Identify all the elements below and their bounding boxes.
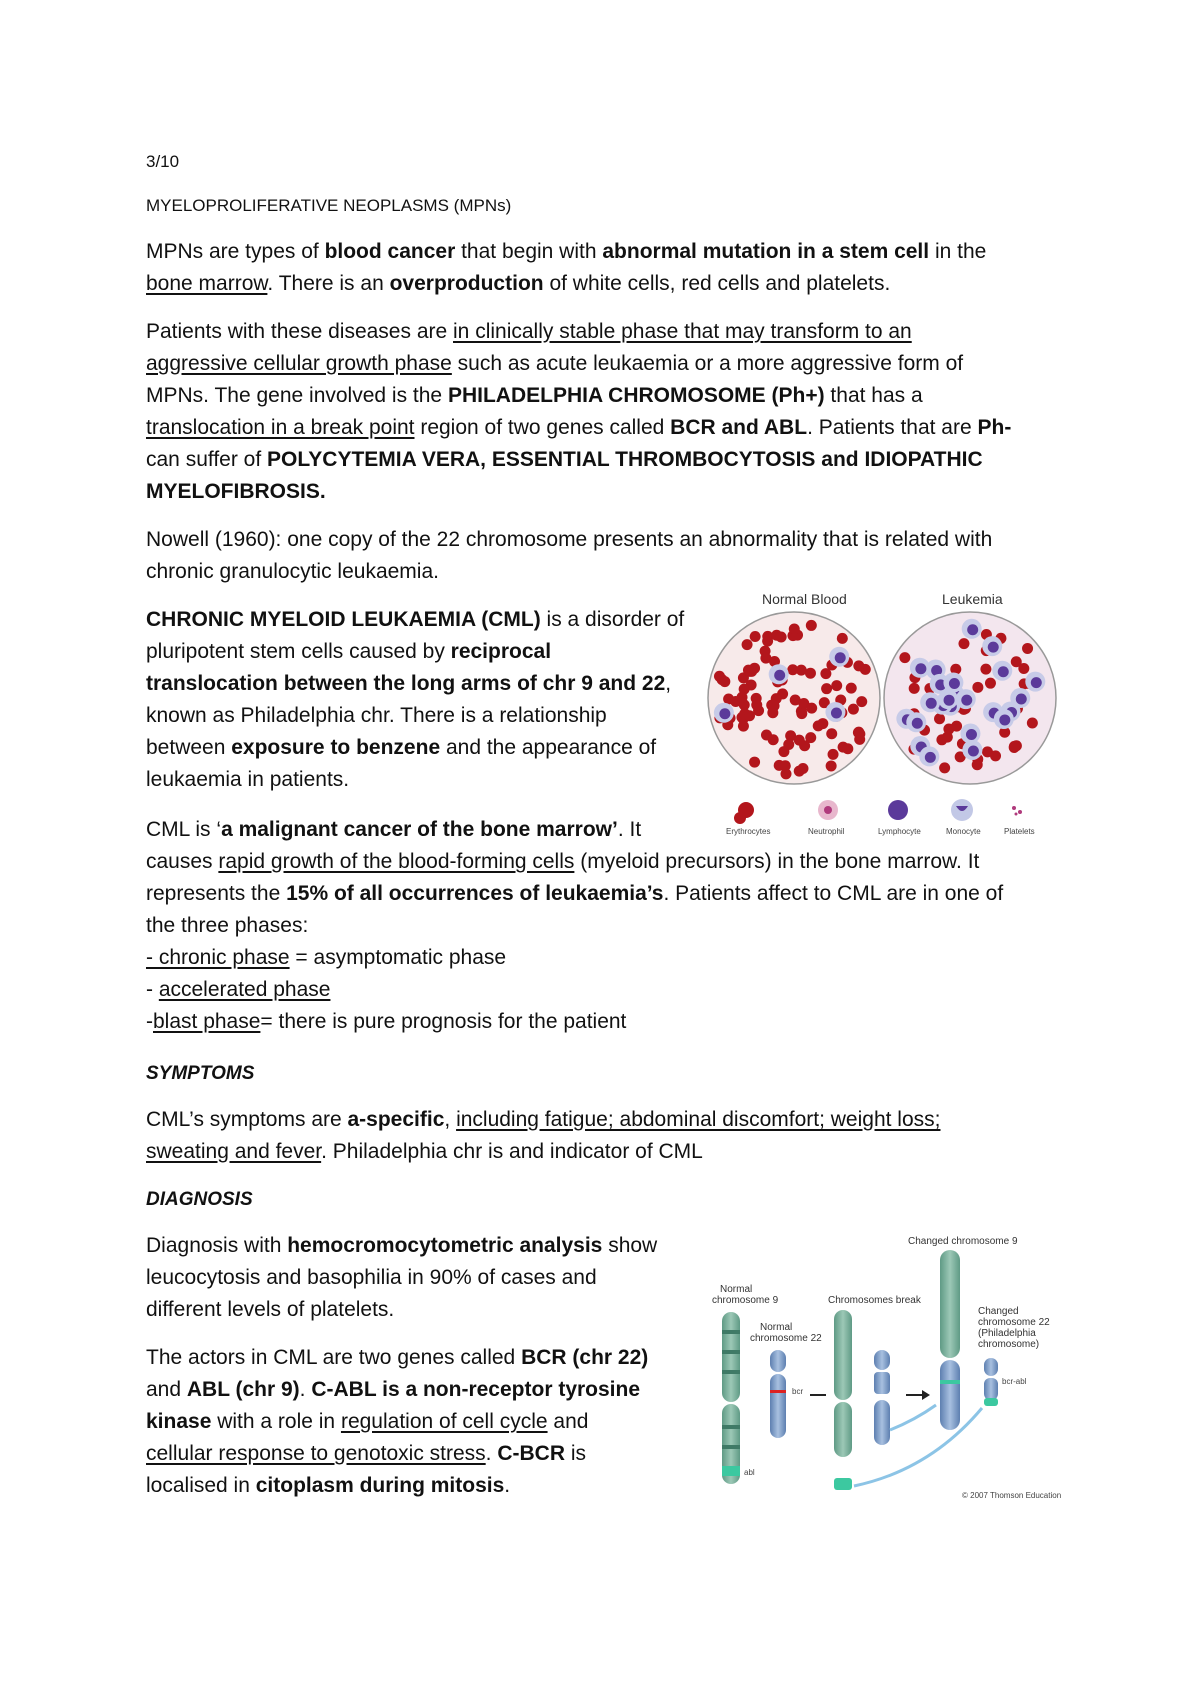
broken-chromosome-9: [834, 1310, 852, 1490]
red-blood-cell: [951, 721, 962, 732]
symptoms-paragraph: CML’s symptoms are a-specific, including fatigue; abdominal discomfort; weight loss; sweating and fever. Philadelphia chr is and indicator of CML: [146, 1108, 941, 1163]
symptoms-heading: SYMPTOMS: [146, 1063, 255, 1084]
patients-paragraph: Patients with these diseases are in clinically stable phase that may transform to an aggressive cellular growth phase such as acute leukaemia or a more aggressive form of MPNs. The gene involved is the PHILADELPHIA CHROMOSOME (Ph+) that has a translocation in a break point region of two genes called BCR and ABL. Patients that are Ph- can suffer of POLYCYTEMIA VERA, ESSENTIAL THROMBOCYTOSIS and IDIOPATHIC MYELOFIBROSIS.: [146, 320, 1012, 503]
white-blood-cell-nucleus: [968, 745, 979, 756]
white-blood-cell-nucleus: [835, 652, 846, 663]
changed-chromosome-9: [940, 1250, 960, 1430]
red-blood-cell: [985, 678, 996, 689]
leukemia-blood-circle: [884, 612, 1056, 784]
red-blood-cell: [796, 665, 807, 676]
white-blood-cell-nucleus: [966, 729, 977, 740]
red-blood-cell: [790, 695, 801, 706]
normal-chr22-label-a: Normal: [760, 1322, 793, 1333]
normal-chr9-label-b: chromosome 9: [712, 1295, 779, 1306]
normal-chr9-label-a: Normal: [720, 1284, 753, 1295]
phase-blast: -blast phase= there is pure prognosis for the patient: [146, 1010, 627, 1033]
legend-lymphocyte: Lymphocyte: [878, 827, 921, 836]
philadelphia-translocation-figure: [700, 1230, 1062, 1500]
red-blood-cell: [776, 631, 787, 642]
legend-platelets: Platelets: [1004, 827, 1035, 836]
red-blood-cell: [760, 653, 771, 664]
abl-label: abl: [744, 1468, 755, 1477]
broken-chromosome-22: [874, 1350, 890, 1445]
white-blood-cell-nucleus: [719, 708, 730, 719]
copyright-label: © 2007 Thomson Education: [962, 1491, 1062, 1500]
red-blood-cell: [842, 743, 853, 754]
red-blood-cell: [942, 732, 953, 743]
red-blood-cell: [737, 692, 748, 703]
red-blood-cell: [826, 760, 837, 771]
white-blood-cell-nucleus: [988, 642, 999, 653]
red-blood-cell: [806, 620, 817, 631]
diagnosis-paragraph: Diagnosis with hemocromocytometric analysis show leucocytosis and basophilia in 90% of cases and different levels of platelets.: [146, 1234, 658, 1321]
red-blood-cell: [714, 671, 725, 682]
normal-blood-label: Normal Blood: [762, 591, 847, 607]
red-blood-cell: [934, 713, 945, 724]
white-blood-cell-nucleus: [915, 663, 926, 674]
nowell-paragraph: Nowell (1960): one copy of the 22 chromosome presents an abnormality that is related with chronic granulocytic leukaemia.: [146, 528, 993, 583]
page-title: MYELOPROLIFERATIVE NEOPLASMS (MPNs): [146, 196, 512, 215]
red-blood-cell: [742, 639, 753, 650]
red-blood-cell: [1022, 643, 1033, 654]
red-blood-cell: [750, 631, 761, 642]
red-blood-cell: [821, 683, 832, 694]
red-blood-cell: [826, 728, 837, 739]
red-blood-cell: [856, 696, 867, 707]
changed-chr22-label-b: chromosome 22: [978, 1317, 1050, 1328]
changed-chr9-label: Changed chromosome 9: [908, 1236, 1018, 1247]
red-blood-cell: [846, 683, 857, 694]
red-blood-cell: [806, 703, 817, 714]
white-blood-cell-nucleus: [944, 695, 955, 706]
red-blood-cell: [743, 665, 754, 676]
red-blood-cell: [853, 727, 864, 738]
white-blood-cell-nucleus: [999, 714, 1010, 725]
date-label: 3/10: [146, 152, 180, 171]
red-blood-cell: [909, 683, 920, 694]
red-blood-cell: [980, 664, 991, 675]
normal-blood-circle: [708, 612, 880, 784]
red-blood-cell: [751, 699, 762, 710]
normal-chromosome-22: [770, 1350, 803, 1438]
white-blood-cell-nucleus: [949, 678, 960, 689]
actors-paragraph: The actors in CML are two genes called BCR (chr 22) and ABL (chr 9). C-ABL is a non-receptor tyrosine kinase with a role in regulation of cell cycle and cellular response to genotoxic stress. C-BCR is localised in citoplasm during mitosis.: [146, 1346, 649, 1497]
legend-neutrophil: Neutrophil: [808, 827, 845, 836]
red-blood-cell: [972, 682, 983, 693]
red-blood-cell: [781, 768, 792, 779]
red-blood-cell: [744, 710, 755, 721]
normal-vs-leukemia-blood-figure: [704, 588, 1060, 838]
red-blood-cell: [828, 749, 839, 760]
phase-chronic: - chronic phase = asymptomatic phase: [146, 946, 507, 969]
white-blood-cell-nucleus: [925, 752, 936, 763]
changed-chr22-label-d: chromosome): [978, 1339, 1040, 1350]
white-blood-cell-nucleus: [998, 666, 1009, 677]
red-blood-cell: [813, 720, 824, 731]
white-blood-cell-nucleus: [1031, 677, 1042, 688]
chromosomes-break-label: Chromosomes break: [828, 1295, 921, 1306]
red-blood-cell: [769, 700, 780, 711]
white-blood-cell-nucleus: [774, 670, 785, 681]
diagnosis-heading: DIAGNOSIS: [146, 1189, 253, 1210]
red-blood-cell: [958, 638, 969, 649]
phase-accelerated: - accelerated phase: [146, 978, 331, 1001]
white-blood-cell-nucleus: [961, 695, 972, 706]
red-blood-cell: [899, 652, 910, 663]
red-blood-cell: [783, 739, 794, 750]
red-blood-cell: [848, 704, 859, 715]
white-blood-cell-nucleus: [912, 718, 923, 729]
red-blood-cell: [990, 750, 1001, 761]
philadelphia-chromosome: [984, 1358, 1027, 1406]
red-blood-cell: [789, 624, 800, 635]
changed-chr22-label-c: (Philadelphia: [978, 1328, 1036, 1339]
legend-monocyte: Monocyte: [946, 827, 981, 836]
bcr-label: bcr: [792, 1387, 804, 1396]
red-blood-cell: [723, 693, 734, 704]
red-blood-cell: [939, 762, 950, 773]
white-blood-cell-nucleus: [967, 624, 978, 635]
red-blood-cell: [1009, 741, 1020, 752]
cml-malignant-paragraph: CML is ‘a malignant cancer of the bone marrow’. It causes rapid growth of the blood-forming cells (myeloid precursors) in the bone marrow. It represents the 15% of all occurrences of leukaemia’s. Patients affect to CML are in one of the three phases: - chronic phase = asymptomatic phase - accelerated phase -blast phase= there is pure prognosis for the patient: [146, 814, 1076, 1038]
red-blood-cell: [794, 735, 805, 746]
white-blood-cell-nucleus: [1016, 694, 1027, 705]
cml-paragraph: CHRONIC MYELOID LEUKAEMIA (CML) is a disorder of pluripotent stem cells caused by reciprocal translocation between the long arms of chr 9 and 22, known as Philadelphia chr. There is a relationship between exposure to benzene and the appearance of leukaemia in patients.: [146, 608, 685, 791]
changed-chr22-label-a: Changed: [978, 1306, 1019, 1317]
bcr-abl-label: bcr-abl: [1002, 1377, 1027, 1386]
red-blood-cell: [1018, 663, 1029, 674]
legend-erythrocytes: Erythrocytes: [726, 827, 771, 836]
red-blood-cell: [1027, 717, 1038, 728]
red-blood-cell: [768, 734, 779, 745]
red-blood-cell: [837, 633, 848, 644]
red-blood-cell: [831, 680, 842, 691]
intro-paragraph: MPNs are types of blood cancer that begin with abnormal mutation in a stem cell in the bone marrow. There is an overproduction of white cells, red cells and platelets.: [146, 240, 987, 295]
red-blood-cell: [749, 757, 760, 768]
red-blood-cell: [797, 763, 808, 774]
red-blood-cell: [805, 732, 816, 743]
leukemia-label: Leukemia: [942, 591, 1003, 607]
normal-chr22-label-b: chromosome 22: [750, 1333, 822, 1344]
white-blood-cell-nucleus: [831, 707, 842, 718]
white-blood-cell-nucleus: [926, 698, 937, 709]
red-blood-cell: [853, 660, 864, 671]
